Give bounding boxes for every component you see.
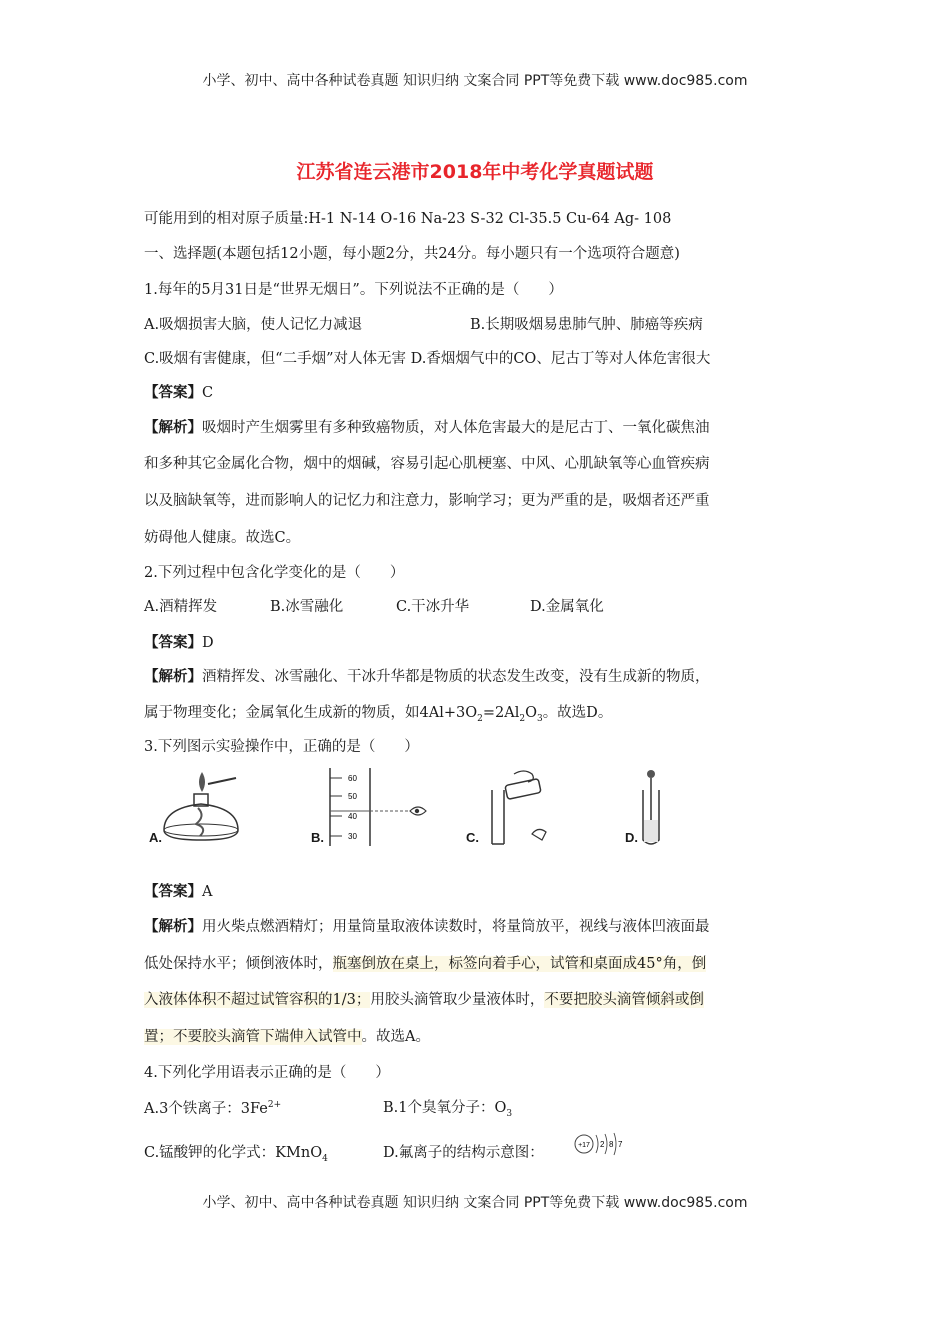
q4-option-b <box>383 1101 512 1119</box>
q2-option-d: D.金属氧化 <box>530 599 604 615</box>
shell-electrons-2: 8 <box>609 1140 614 1149</box>
q2-stem: 2.下列过程中包含化学变化的是（ ） <box>144 565 405 581</box>
answer-label: 【答案】 <box>144 634 202 651</box>
q3-answer <box>144 885 212 900</box>
analysis-label: 【解析】 <box>144 918 202 935</box>
q4-option-c-text: C.锰酸钾的化学式：KMnO <box>144 1145 323 1161</box>
page-header: 小学、初中、高中各种试卷真题 知识归纳 文案合同 PPT等免费下载 www.doc985.com <box>202 73 748 89</box>
q2-option-c: C.干冰升华 <box>396 599 470 615</box>
analysis-label: 【解析】 <box>144 419 202 436</box>
graduated-cylinder-figure <box>320 768 430 848</box>
q2-analysis-text1: 酒精挥发、冰雪融化、干冰升华都是物质的状态发生改变，没有生成新的物质， <box>202 669 710 685</box>
figure-label-c: C. <box>466 830 479 845</box>
q3-analysis-line3 <box>144 993 704 1008</box>
section-heading: 一、选择题(本题包括12小题，每小题2分，共24分。每小题只有一个选项符合题意) <box>144 246 680 262</box>
q1-analysis-line2: 和多种其它金属化合物，烟中的烟碱，容易引起心肌梗塞、中风、心肌缺氧等心血管疾病 <box>144 456 710 472</box>
q3-analysis-highlight2: 瓶塞倒放在桌上，标签向着手心，试管和桌面成45°角，倒 <box>332 956 707 972</box>
q2-answer-value: D <box>202 635 214 651</box>
q3-analysis-line2 <box>144 957 706 972</box>
q4-option-b-text: B.1个臭氧分子：O <box>383 1100 507 1116</box>
cylinder-tick-30: 30 <box>348 832 357 841</box>
q3-analysis-line4 <box>144 1030 430 1045</box>
q1-answer <box>144 386 213 401</box>
figure-label-d: D. <box>625 830 638 845</box>
q2-analysis-text2b: =2Al <box>482 705 520 721</box>
figure-label-b: B. <box>311 830 324 845</box>
q3-analysis-text1: 用火柴点燃酒精灯；用量筒量取液体读数时，将量筒放平，视线与液体凹液面最 <box>202 919 710 935</box>
q1-analysis-line3: 以及脑缺氧等，进而影响人的记忆力和注意力，影响学习；更为严重的是，吸烟者还严重 <box>144 493 710 509</box>
page-title: 江苏省连云港市2018年中考化学真题试题 <box>296 161 654 183</box>
q1-option-a: A.吸烟损害大脑，使人记忆力减退 <box>144 317 363 333</box>
q1-analysis-line4: 妨碍他人健康。故选C。 <box>144 530 301 546</box>
atomic-mass-info: 可能用到的相对原子质量:H-1 N-14 O-16 Na-23 S-32 Cl-35.5 Cu-64 Ag- 108 <box>144 211 672 227</box>
q4-option-c <box>144 1146 328 1164</box>
page-footer: 小学、初中、高中各种试卷真题 知识归纳 文案合同 PPT等免费下载 www.doc985.com <box>202 1195 748 1211</box>
nucleus-charge: +17 <box>578 1142 590 1149</box>
q3-analysis-text4b: 。故选A。 <box>361 1029 430 1045</box>
shell-electrons-1: 2 <box>600 1140 605 1149</box>
q2-option-a: A.酒精挥发 <box>144 599 218 615</box>
pouring-liquid-figure <box>484 768 564 848</box>
dropper-figure <box>636 768 666 848</box>
q2-analysis-text2c: O <box>525 705 537 721</box>
subscript: 2 <box>477 713 483 724</box>
q3-analysis-text2a: 低处保持水平；倾倒液体时， <box>144 956 333 972</box>
answer-label: 【答案】 <box>144 384 202 401</box>
q4-option-d: D.氟离子的结构示意图： <box>383 1145 544 1161</box>
q3-stem: 3.下列图示实验操作中，正确的是（ ） <box>144 739 419 755</box>
cylinder-tick-50: 50 <box>348 792 357 801</box>
q3-analysis-highlight4a: 置；不要胶头滴管下端伸入试管中 <box>144 1029 362 1045</box>
q3-analysis-highlight3a: 入液体体积不超过试管容积的1/3； <box>144 992 371 1008</box>
q3-analysis-text3b: 用胶头滴管取少量液体时， <box>370 992 545 1008</box>
q1-analysis-text1: 吸烟时产生烟雾里有多种致癌物质，对人体危害最大的是尼古丁、一氧化碳焦油 <box>202 420 710 436</box>
subscript: 3 <box>506 1108 513 1119</box>
superscript: 2+ <box>267 1100 282 1110</box>
q2-analysis-line1 <box>144 670 710 685</box>
q1-answer-value: C <box>202 385 214 401</box>
subscript: 4 <box>322 1153 328 1164</box>
figure-label-a: A. <box>149 830 162 845</box>
q2-analysis-text2a: 属于物理变化；金属氧化生成新的物质，如4Al+3O <box>144 705 478 721</box>
q2-analysis-line2 <box>144 706 612 724</box>
q4-stem: 4.下列化学用语表示正确的是（ ） <box>144 1065 390 1081</box>
q3-analysis-highlight3c: 不要把胶头滴管倾斜或倒 <box>544 992 704 1008</box>
q2-analysis-text2d: 。故选D。 <box>542 705 613 721</box>
shell-electrons-3: 7 <box>618 1140 623 1149</box>
subscript: 2 <box>519 713 526 724</box>
q1-option-b: B.长期吸烟易患肺气肿、肺癌等疾病 <box>470 317 703 333</box>
q4-option-a <box>144 1101 281 1116</box>
q1-analysis-line1 <box>144 421 710 436</box>
cylinder-tick-40: 40 <box>348 812 357 821</box>
q4-option-a-text: A.3个铁离子：3Fe <box>144 1100 268 1117</box>
q2-option-b: B.冰雪融化 <box>270 599 344 615</box>
q2-answer <box>144 636 214 651</box>
q1-option-cd: C.吸烟有害健康，但“二手烟”对人体无害 D.香烟烟气中的CO、尼古丁等对人体危害很大 <box>144 351 711 367</box>
analysis-label: 【解析】 <box>144 668 202 685</box>
cylinder-tick-60: 60 <box>348 774 357 783</box>
fluoride-ion-structure-diagram <box>572 1132 632 1158</box>
q3-answer-value: A <box>202 884 213 900</box>
alcohol-lamp-figure <box>156 768 246 848</box>
subscript: 3 <box>536 713 543 724</box>
q1-stem: 1.每年的5月31日是“世界无烟日”。下列说法不正确的是（ ） <box>144 282 563 298</box>
answer-label: 【答案】 <box>144 883 202 900</box>
q3-analysis-line1 <box>144 920 710 935</box>
